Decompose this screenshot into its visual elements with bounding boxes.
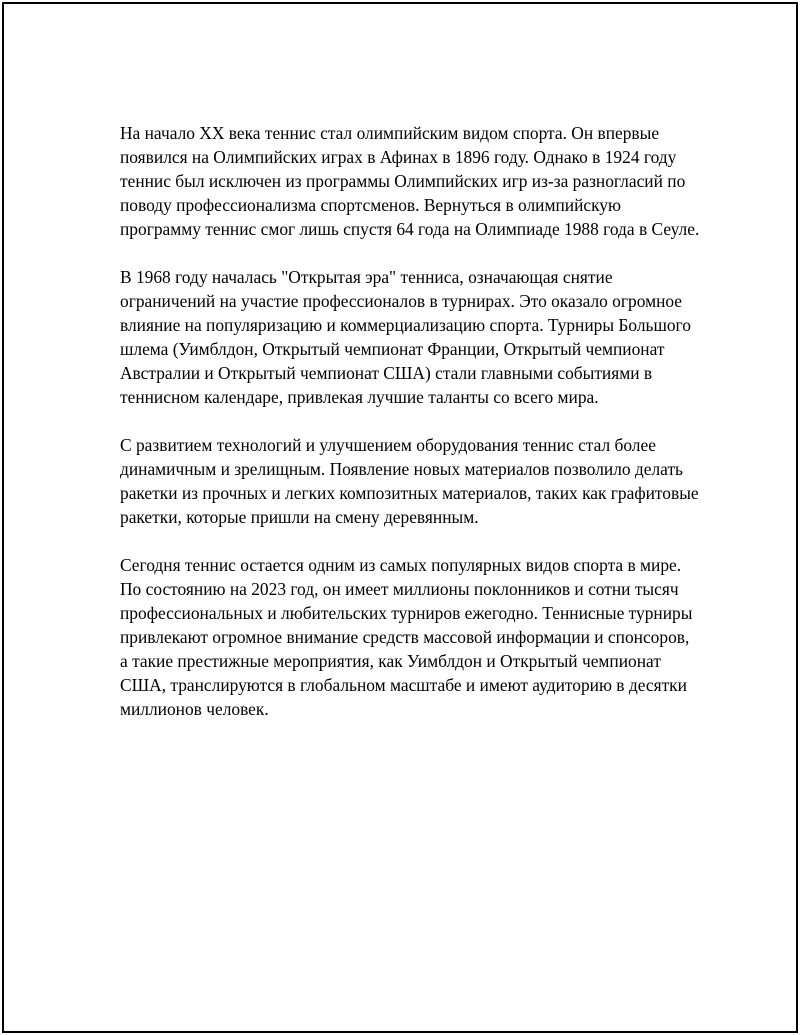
document-page	[2, 2, 798, 1033]
paragraph-olympics: На начало XX века теннис стал олимпийским видом спорта. Он впервые появился на Олимпийских играх в Афинах в 1896 году. Однако в 1924 году теннис был исключен из программы Олимпийских игр из-за разногласий по поводу профессионализма спортсменов. Вернуться в олимпийскую программу теннис смог лишь спустя 64 года на Олимпиаде 1988 года в Сеуле.	[120, 123, 700, 239]
document-body	[120, 121, 700, 745]
paragraph-open-era: В 1968 году началась "Открытая эра" тенниса, означающая снятие ограничений на участие профессионалов в турнирах. Это оказало огромное влияние на популяризацию и коммерциализацию спорта. Турниры Большого шлема (Уимблдон, Открытый чемпионат Франции, Открытый чемпионат Австралии и Открытый чемпионат США) стали главными событиями в теннисном календаре, привлекая лучшие таланты со всего мира.	[120, 267, 691, 407]
paragraph-today: Сегодня теннис остается одним из самых популярных видов спорта в мире. По состоянию на 2023 год, он имеет миллионы поклонников и сотни тысяч профессиональных и любительских турниров ежегодно. Теннисные турниры привлекают огромное внимание средств массовой информации и спонсоров, а такие престижные мероприятия, как Уимблдон и Открытый чемпионат США, транслируются в глобальном масштабе и имеют аудиторию в десятки миллионов человек.	[120, 555, 693, 719]
paragraph-technology: С развитием технологий и улучшением оборудования теннис стал более динамичным и зрелищным. Появление новых материалов позволило делать ракетки из прочных и легких композитных материалов, таких как графитовые ракетки, которые пришли на смену деревянным.	[120, 435, 699, 527]
